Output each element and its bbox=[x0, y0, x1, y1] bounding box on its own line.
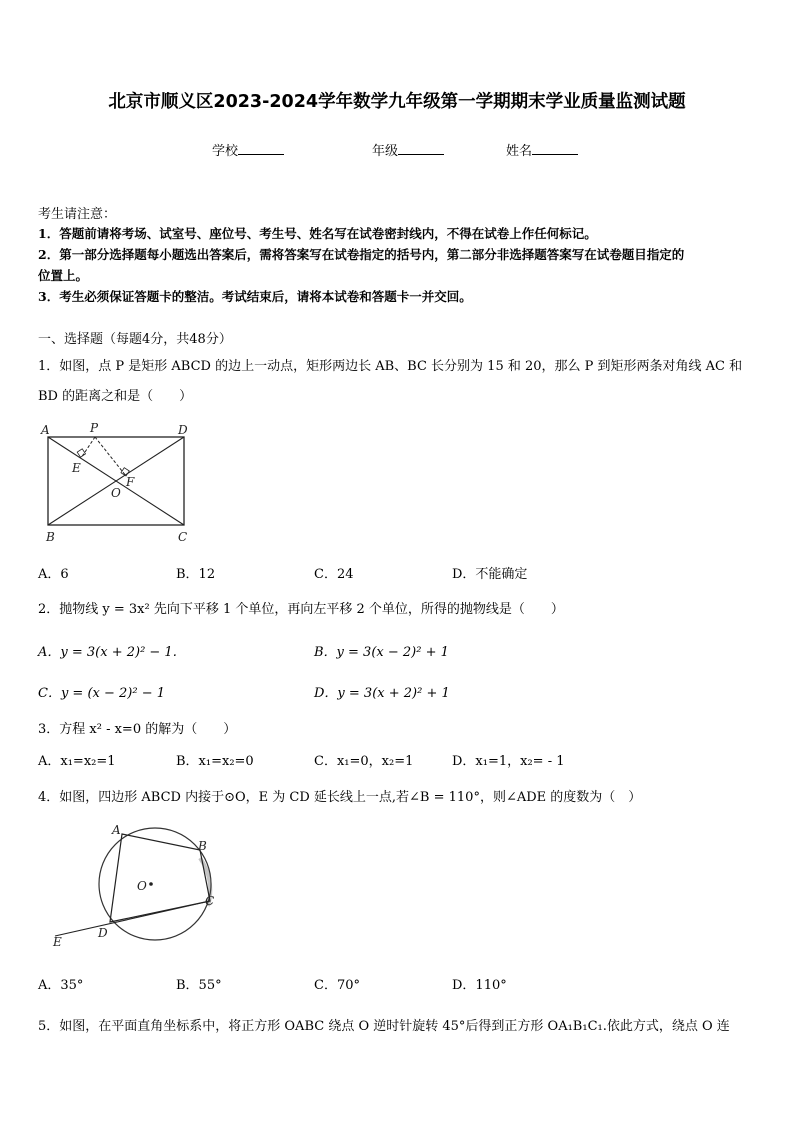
q2-option-d[interactable]: D．y = 3(x + 2)² + 1 bbox=[314, 686, 450, 701]
q3-option-d[interactable]: D．x₁=1，x₂= - 1 bbox=[452, 754, 565, 769]
q1-stem: 1．如图，点 P 是矩形 ABCD 的边上一动点，矩形两边长 AB、BC 长分别为 15 和 20，那么 P 到矩形两条对角线 AC 和 bbox=[38, 359, 743, 374]
notice-heading: 考生请注意： bbox=[38, 207, 117, 222]
notice-item: 3．考生必须保证答题卡的整洁。考试结束后，请将本试卷和答题卡一并交回。 bbox=[38, 289, 472, 304]
q4-label: C bbox=[205, 894, 215, 908]
notice-item: 1．答题前请将考场、试室号、座位号、考生号、姓名写在试卷密封线内，不得在试卷上作任何标记。 bbox=[38, 226, 597, 241]
q4-option-b[interactable]: B．55° bbox=[176, 978, 222, 993]
q1-label: C bbox=[178, 530, 188, 544]
q1-label: D bbox=[178, 423, 188, 437]
q4-option-d[interactable]: D．110° bbox=[452, 978, 507, 993]
grade-blank[interactable] bbox=[398, 142, 444, 155]
notice-item: 2．第一部分选择题每小题选出答案后，需将答案写在试卷指定的括号内，第二部分非选择题答案写在试卷题目指定的 bbox=[38, 247, 685, 262]
q1-label: B bbox=[46, 530, 55, 544]
name-field bbox=[506, 140, 578, 159]
q4-label: O bbox=[137, 879, 147, 893]
q4-label: E bbox=[53, 935, 62, 949]
name-label: 姓名 bbox=[506, 144, 533, 159]
q4-stem: 4．如图，四边形 ABCD 内接于⊙O，E 为 CD 延长线上一点,若∠B = 110°，则∠ADE 的度数为（ ） bbox=[38, 790, 642, 805]
notice-item: 位置上。 bbox=[38, 268, 89, 283]
section-heading: 一、选择题（每题4分，共48分） bbox=[38, 332, 232, 347]
q1-label: A bbox=[41, 423, 50, 437]
page-title: 北京市顺义区2023-2024学年数学九年级第一学期期末学业质量监测试题 bbox=[108, 92, 686, 112]
grade-field bbox=[372, 140, 444, 159]
q4-label: D bbox=[98, 926, 108, 940]
q3-option-c[interactable]: C．x₁=0，x₂=1 bbox=[314, 754, 414, 769]
q1-option-c[interactable]: C．24 bbox=[314, 567, 354, 582]
q1-rectangle-figure bbox=[38, 418, 198, 548]
school-field bbox=[212, 140, 284, 159]
grade-label: 年级 bbox=[372, 144, 399, 159]
q2-stem: 2．抛物线 y = 3x² 先向下平移 1 个单位，再向左平移 2 个单位，所得的抛物线是（ ） bbox=[38, 602, 564, 617]
q1-label: E bbox=[72, 461, 81, 475]
q1-label: O bbox=[111, 486, 121, 500]
q1-label: P bbox=[90, 421, 99, 435]
q4-label: A bbox=[112, 823, 121, 837]
q1-option-b[interactable]: B．12 bbox=[176, 567, 216, 582]
q3-option-b[interactable]: B．x₁=x₂=0 bbox=[176, 754, 254, 769]
name-blank[interactable] bbox=[532, 142, 578, 155]
q1-label: F bbox=[126, 475, 135, 489]
q1-option-d[interactable]: D．不能确定 bbox=[452, 567, 528, 582]
q2-option-c[interactable]: C．y = (x − 2)² − 1 bbox=[38, 686, 165, 701]
q4-label: B bbox=[198, 839, 207, 853]
school-label: 学校 bbox=[212, 144, 239, 159]
q4-option-a[interactable]: A．35° bbox=[38, 978, 84, 993]
q4-option-c[interactable]: C．70° bbox=[314, 978, 360, 993]
q3-option-a[interactable]: A．x₁=x₂=1 bbox=[38, 754, 116, 769]
school-blank[interactable] bbox=[238, 142, 284, 155]
q1-stem-cont: BD 的距离之和是（ ） bbox=[38, 389, 193, 404]
q3-stem: 3．方程 x² - x=0 的解为（ ） bbox=[38, 722, 237, 737]
q5-stem: 5．如图，在平面直角坐标系中，将正方形 OABC 绕点 O 逆时针旋转 45°后得到正方形 OA₁B₁C₁.依此方式，绕点 O 连 bbox=[38, 1019, 730, 1034]
q1-option-a[interactable]: A．6 bbox=[38, 567, 69, 582]
q2-option-a[interactable]: A．y = 3(x + 2)² − 1. bbox=[38, 645, 177, 660]
q4-circle-figure bbox=[50, 818, 230, 953]
q2-option-b[interactable]: B．y = 3(x − 2)² + 1 bbox=[314, 645, 449, 660]
